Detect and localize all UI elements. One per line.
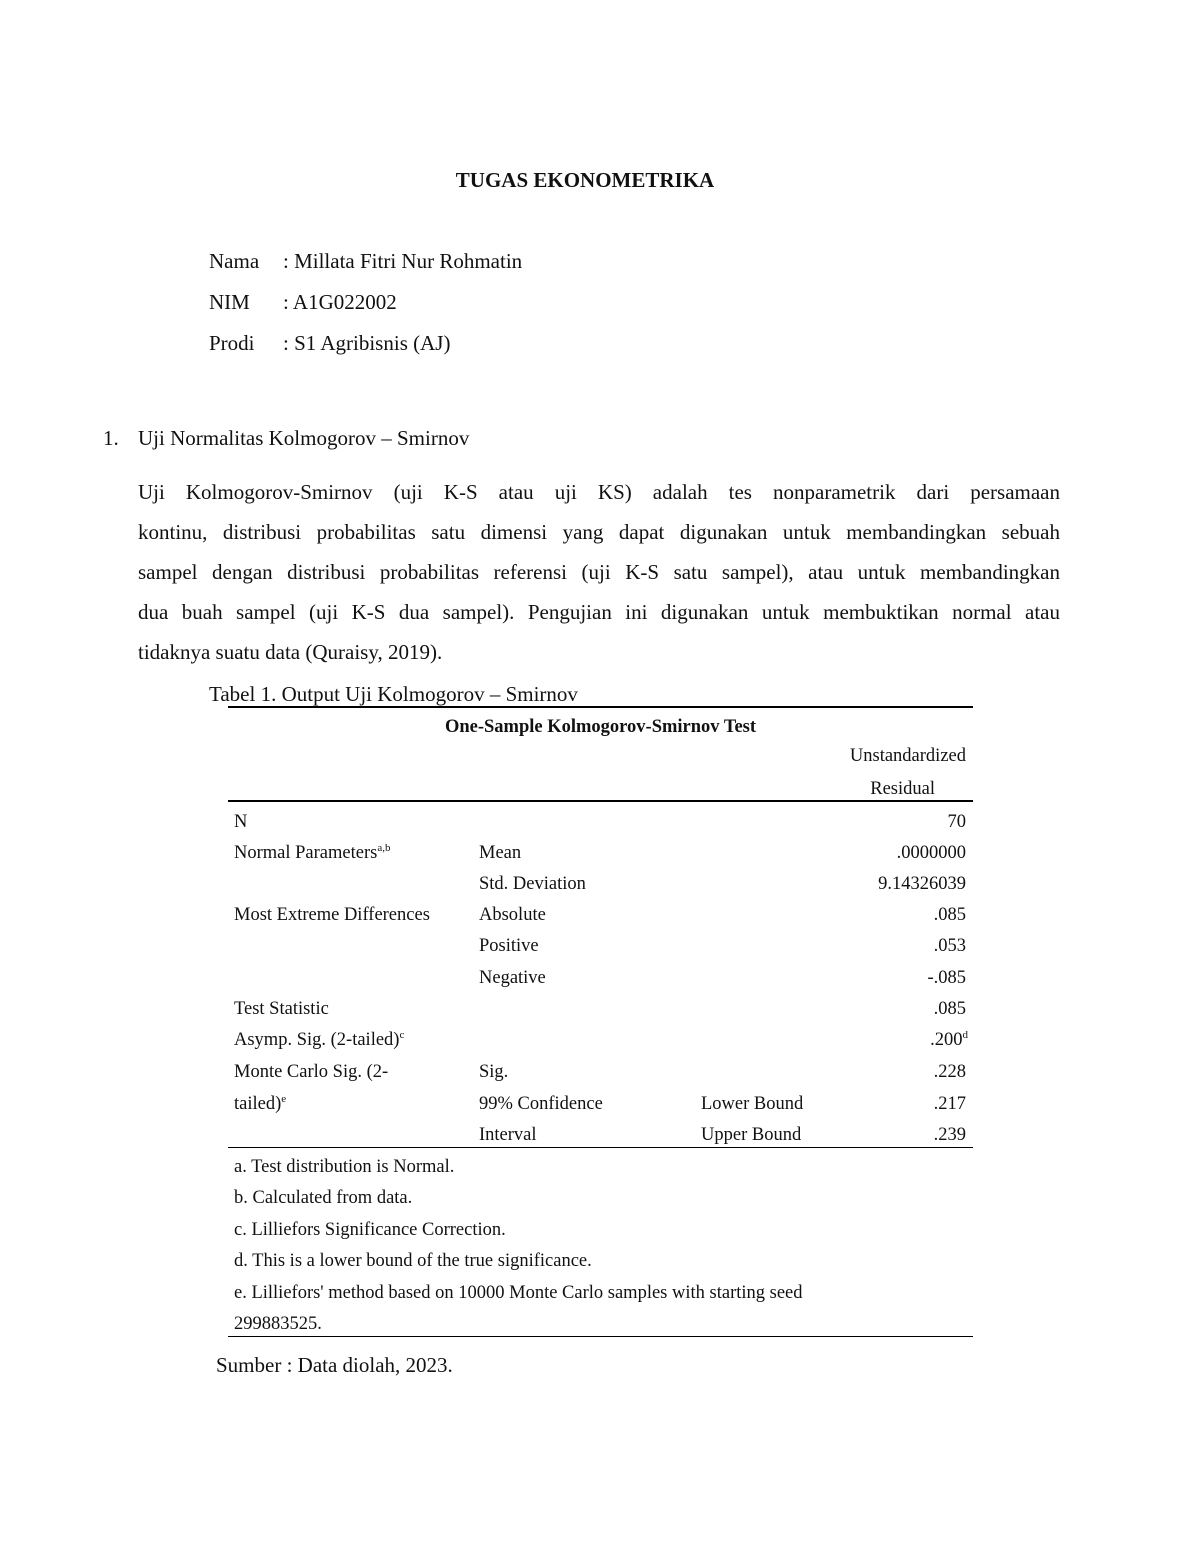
- row-sublabel: Mean: [479, 843, 522, 863]
- section-number: 1.: [103, 426, 119, 450]
- identity-prodi: [209, 331, 609, 361]
- table-footnote: c. Lilliefors Significance Correction.: [234, 1220, 506, 1240]
- table-footnote: 299883525.: [234, 1314, 322, 1334]
- row-label-normal-parameters: [234, 843, 390, 864]
- table-footnote: d. This is a lower bound of the true significance.: [234, 1251, 592, 1271]
- identity-value: : Millata Fitri Nur Rohmatin: [283, 249, 523, 273]
- row-label: tailed): [234, 1094, 282, 1114]
- row-sublabel: Positive: [479, 936, 539, 956]
- paragraph-line: Uji Kolmogorov-Smirnov (uji K-S atau uji KS) adalah tes nonparametrik dari persamaan: [138, 480, 1060, 504]
- row-label: N: [234, 812, 248, 832]
- row-value: .228: [933, 1062, 966, 1082]
- row-sublabel: Sig.: [479, 1062, 509, 1082]
- table-footnote-bottom-rule: [228, 1336, 973, 1337]
- row-label: Test Statistic: [234, 999, 329, 1019]
- paragraph-line: tidaknya suatu data (Quraisy, 2019).: [138, 640, 443, 664]
- row-value: .085: [933, 905, 966, 925]
- table-top-rule: [228, 706, 973, 708]
- table-caption: Tabel 1. Output Uji Kolmogorov – Smirnov: [209, 682, 578, 706]
- row-value: .053: [933, 936, 966, 956]
- row-sublabel: Absolute: [479, 905, 546, 925]
- identity-label: Prodi: [209, 331, 255, 355]
- table-footnote: b. Calculated from data.: [234, 1188, 413, 1208]
- row-value: .200: [930, 1030, 963, 1050]
- row-value: .085: [933, 999, 966, 1019]
- body-paragraph: [138, 472, 1060, 672]
- table-title: One-Sample Kolmogorov-Smirnov Test: [444, 717, 757, 737]
- row-value-asymp-sig: [820, 1030, 968, 1051]
- row-label: Most Extreme Differences: [234, 905, 430, 925]
- footnote-marker: d: [962, 1029, 968, 1041]
- identity-nim: [209, 290, 609, 320]
- section-heading: Uji Normalitas Kolmogorov – Smirnov: [138, 426, 470, 450]
- row-sublabel: Negative: [479, 968, 546, 988]
- paragraph-line: sampel dengan distribusi probabilitas referensi (uji K-S satu sampel), atau untuk membandingkan: [138, 560, 1060, 584]
- table-footnote: a. Test distribution is Normal.: [234, 1157, 455, 1177]
- row-value: 9.14326039: [878, 874, 966, 894]
- footnote-marker: a,b: [377, 842, 391, 854]
- identity-label: Nama: [209, 249, 260, 273]
- table-header-rule: [228, 800, 973, 802]
- row-label: Normal Parameters: [234, 843, 378, 863]
- identity-value: : S1 Agribisnis (AJ): [283, 331, 451, 355]
- row-sublabel: Interval: [479, 1125, 537, 1145]
- row-value: 70: [947, 812, 966, 832]
- row-value: .217: [933, 1094, 966, 1114]
- paragraph-line: kontinu, distribusi probabilitas satu dimensi yang dapat digunakan untuk membandingkan sebuah: [138, 520, 1060, 544]
- document-title: TUGAS EKONOMETRIKA: [455, 168, 715, 192]
- row-label-tailed: [234, 1094, 286, 1115]
- row-label: Monte Carlo Sig. (2-: [234, 1062, 389, 1082]
- row-label: Asymp. Sig. (2-tailed): [234, 1030, 400, 1050]
- row-sublabel: 99% Confidence: [479, 1094, 603, 1114]
- identity-value: : A1G022002: [283, 290, 397, 314]
- column-header: Unstandardized: [849, 746, 966, 766]
- identity-label: NIM: [209, 290, 250, 314]
- row-value: -.085: [927, 968, 966, 988]
- row-sublabel: Upper Bound: [701, 1125, 802, 1145]
- row-sublabel: Lower Bound: [701, 1094, 804, 1114]
- row-label-asymp-sig: [234, 1030, 404, 1051]
- column-header: Residual: [870, 779, 935, 799]
- table-body-bottom-rule: [228, 1147, 973, 1148]
- footnote-marker: c: [399, 1029, 405, 1041]
- row-value: .239: [933, 1125, 966, 1145]
- row-value: .0000000: [896, 843, 966, 863]
- row-sublabel: Std. Deviation: [479, 874, 586, 894]
- table-footnote: e. Lilliefors' method based on 10000 Monte Carlo samples with starting seed: [234, 1283, 803, 1303]
- identity-nama: [209, 249, 609, 279]
- paragraph-line: dua buah sampel (uji K-S dua sampel). Pengujian ini digunakan untuk membuktikan normal atau: [138, 600, 1060, 624]
- footnote-marker: e: [281, 1093, 287, 1105]
- table-source: Sumber : Data diolah, 2023.: [216, 1353, 453, 1377]
